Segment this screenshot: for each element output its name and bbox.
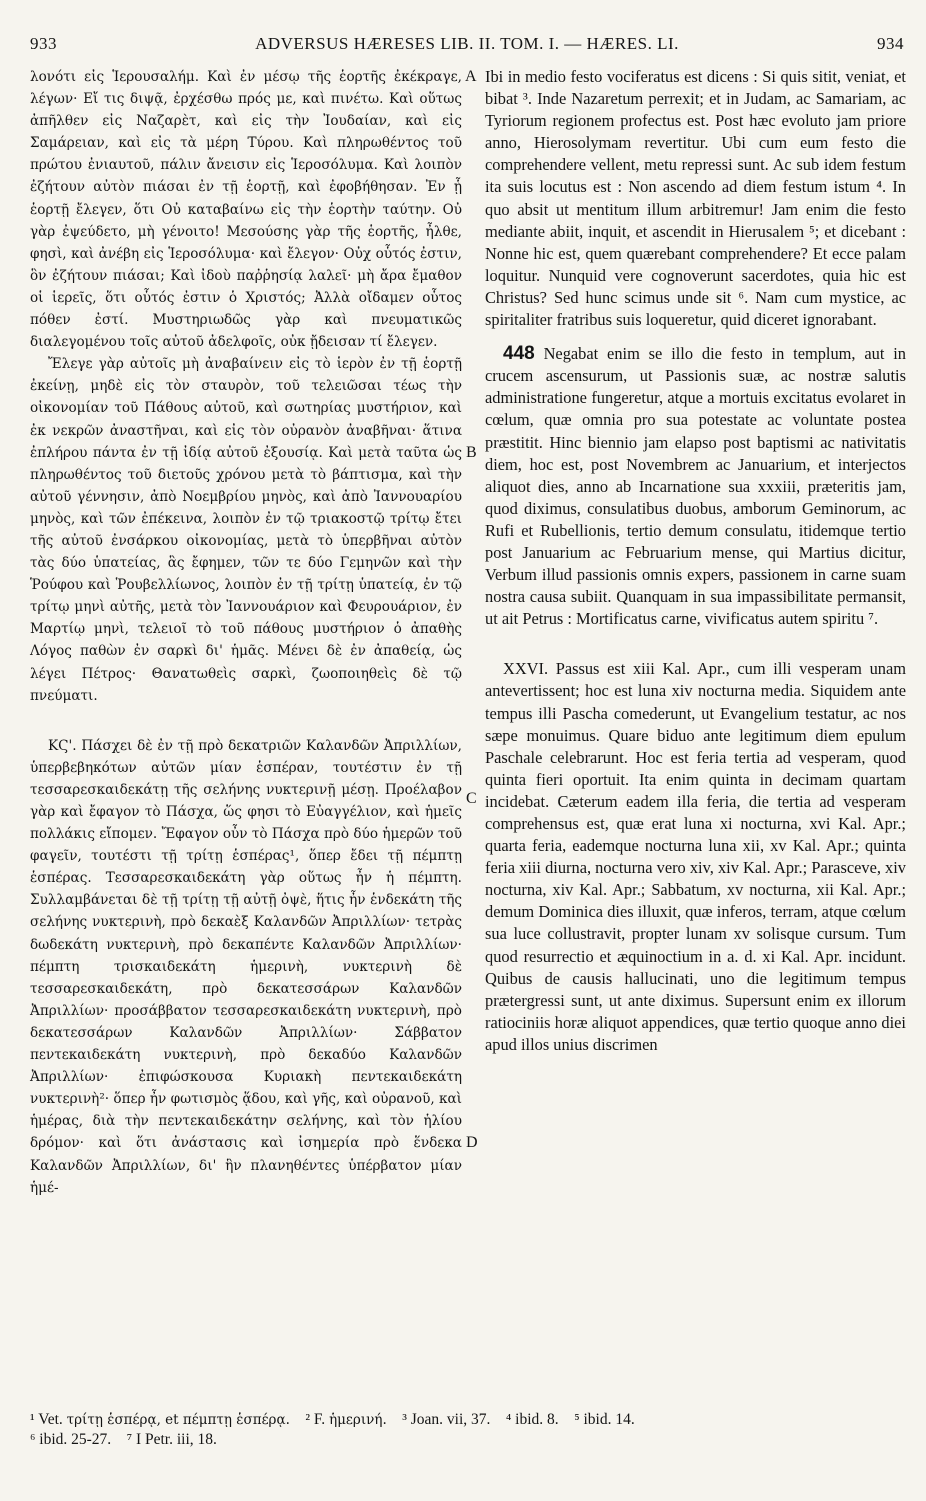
greek-paragraph-3: ΚϚ'. Πάσχει δὲ ἐν τῇ πρὸ δεκατριῶν Καλανδῶν Ἀπριλλίων, ὑπερβεβηκότων αὐτῶν μίαν ἑσπέραν, τουτέστιν ἐν τῇ τεσσαρεσκαιδεκάτῃ τῆς σελήνης νυκτερινῇ μέσῃ. Προέλαβον γὰρ καὶ ἔφαγον τὸ Πάσχα, ὥς φησι τὸ Εὐαγγέλιον, καὶ ἡμεῖς πολλάκις εἴπομεν. Ἔφαγον οὖν τὸ Πάσχα πρὸ δύο ἡμερῶν τοῦ φαγεῖν, τουτέστι τῇ τρίτῃ ἑσπέρας¹, ὅπερ ἔδει τῇ πέμπτῃ ἑσπέρας. Τεσσαρεσκαιδεκάτη γὰρ οὕτως ἦν ἡ πέμπτη. Συλλαμβάνεται δὲ τῇ τρίτῃ τῇ αὐτῇ ὀψὲ, ἥτις ἦν ἑνδεκάτη τῆς σελήνης νυκτερινὴ, πρὸ δεκαὲξ Καλανδῶν Ἀπριλλίων· τετρὰς δωδεκάτη νυκτερινὴ, πρὸ δεκαπέντε Καλανδῶν Ἀπριλλίων· πέμπτη τρισκαιδεκάτη ἡμερινὴ, νυκτερινὴ δὲ τεσσαρεσκαιδεκάτη, πρὸ δεκατεσσάρων Καλανδῶν Ἀπριλλίων· προσάββατον τεσσαρεσκαιδεκάτη νυκτερινὴ, πρὸ δεκατεσσάρων Καλανδῶν Ἀπριλλίων· Σάββατον πεντεκαιδεκάτη νυκτερινὴ, πρὸ δεκαδύο Καλανδῶν Ἀπριλλίων· ἐπιφώσκουσα Κυριακὴ πεντεκαιδεκάτη νυκτερινὴ²· ὅπερ ἦν φωτισμὸς ᾅδου, καὶ γῆς, καὶ οὐρανοῦ, καὶ ἡμέρας, διὰ τὴν πεντεκαιδεκάτην σελήνης, καὶ τὸν ἡλίου δρόμον· καὶ ὅτι ἀνάστασις καὶ ἰσημερία πρὸ ἕνδεκα Καλανδῶν Ἀπριλλίων, δι' ἣν πλανηθέντες ὑπέρβατον μίαν ἡμέ- <box>30 737 463 1196</box>
running-header <box>30 34 904 58</box>
footnote-2-label: ² F. <box>305 1411 326 1428</box>
footnote-6: ⁶ ibid. 25-27. <box>30 1431 112 1448</box>
page-number-right: 934 <box>877 34 904 53</box>
footnote-4: ⁴ ibid. 8. <box>505 1411 559 1428</box>
greek-column <box>30 66 462 1199</box>
latin-paragraph-2: Negabat enim se illo die festo in templum, aut in crucem ascensurum, ut Passionis suæ, ac nostræ salutis administratione fungeretur, atque a mortuis excitatus evolaret in cœlum, quæ omnia pro sua potestate ac voluntate postea præstitit. Hinc biennio jam elapso post baptismi ac nativitatis diem, hoc est, post Novembrem ac Januarium, et interjectos aliquot dies, anno ab Incarnatione sua xxxiii, præteritis jam, quod diximus, consulatibus duobus, amborum Geminorum, ac Rufi et Rubellionis, tertio demum consulatu, itidemque tertio post Januarium ac Februarium mense, qui Martius dicitur, Verbum illud passionis omnis expers, passionem in carne suam nostra causa subiit. Quanquam in sua impassibilitate permansit, ut ait Petrus : Mortificatus carne, vivificatus autem spiritu ⁷. <box>485 344 907 629</box>
page-number-left: 933 <box>30 34 57 53</box>
latin-paragraph-1: Ibi in medio festo vociferatus est dicens : Si quis sitit, veniat, et bibat ³. Inde Nazaretum perrexit; et in Judam, ac Samariam, ac Tyriorum regionem profectus est. Post hæc evoluto jam priore anno, Hierosolymam revertitur. Ubi cum eum festo die comprehendere vellent, metu repressi sunt. Ac sub idem festum ita suis locutus est : Non ascendo ad diem festum istum ⁴. In quo absit ut mentitum illum arbitremur! Jam enim die festo mediante abiit, inquit, et ascendit in Hierusalem ⁵; et dicebant : Nonne hic est, quem quærebant comprehendere? Et ecce palam loquitur. Nunquid vere cognoverunt sacerdotes, quia hic est Christus? Sed hunc scimus unde sit ⁶. Nam cum mystice, ac spiritaliter fratribus suis loqueretur, quid diceret ignorabant. <box>485 67 906 330</box>
footnote-7: ⁷ I Petr. iii, 18. <box>126 1431 217 1448</box>
greek-paragraph-1: λονότι εἰς Ἱερουσαλήμ. Καὶ ἐν μέσῳ τῆς ἑορτῆς ἐκέκραγε, λέγων· Εἴ τις διψᾷ, ἐρχέσθω πρός με, καὶ πινέτω. Καὶ οὕτως ἀπῆλθεν εἰς Ναζαρὲτ, καὶ εἰς τὴν Ἰουδαίαν, καὶ εἰς Σαμάρειαν, καὶ εἰς τὰ μέρη Τύρου. Καὶ πληρωθέντος τοῦ πρώτου ἐνιαυτοῦ, πάλιν ἄνεισιν εἰς Ἱεροσόλυμα. Καὶ λοιπὸν ἐζήτουν αὐτὸν πιάσαι ἐν τῇ ἑορτῇ, καὶ ἐφοβήθησαν. Ἐν ᾗ ἑορτῇ ἔλεγεν, ὅτι Οὐ καταβαίνω εἰς τὴν ἑορτὴν ταύτην. Οὐ γὰρ ἐψεύδετο, μὴ γένοιτο! Μεσούσης γὰρ τῆς ἑορτῆς, ἦλθε, φησὶ, καὶ ἀνέβη εἰς Ἱεροσόλυμα· καὶ ἔλεγον· Οὐχ οὗτός ἐστιν, ὃν ἐζήτουν πιάσαι; Καὶ ἰδοὺ παῤῥησίᾳ λαλεῖ· μὴ ἄρα ἔμαθον οἱ ἱερεῖς, ὅτι οὗτός ἐστιν ὁ Χριστός; Ἀλλὰ οἴδαμεν οὗτος πόθεν ἐστί. Μυστηριωδῶς γὰρ καὶ πνευματικῶς διαλεγομένου τοῖς αὐτοῦ ἀδελφοῖς, οὐκ ᾔδεισαν τί ἔλεγεν. <box>30 69 462 351</box>
latin-column <box>485 66 906 1056</box>
footnote-1-greek: τρίτῃ ἑσπέρᾳ, et πέμπτῃ ἑσπέρᾳ. <box>66 1412 290 1428</box>
margin-marker-c: C <box>466 790 477 807</box>
margin-marker-b: B <box>466 444 477 461</box>
greek-paragraph-2: Ἔλεγε γὰρ αὐτοῖς μὴ ἀναβαίνειν εἰς τὸ ἱερὸν ἐν τῇ ἑορτῇ ἐκείνῃ, μηδὲ εἰς τὸν σταυρὸν, τοῦ τελειῶσαι τέως τὴν οἰκονομίαν τοῦ Πάθους αὐτοῦ, καὶ σωτηρίας μυστήριον, καὶ ἐκ νεκρῶν ἀναστῆναι, καὶ εἰς τὸν οὐρανὸν ἀναβῆναι· ἅτινα ἐπλήρου πάντα ἐν τῇ ἰδίᾳ αὐτοῦ ἐξουσίᾳ. Καὶ μετὰ ταῦτα ὡς πληρωθέντος τοῦ διετοῦς χρόνου μετὰ τὸ βάπτισμα, καὶ τὴν αὐτοῦ γέννησιν, ἀπὸ Νοεμβρίου μηνὸς, καὶ ἀπὸ Ἰαννουαρίου μηνὸς, καὶ τῶν ἐπέκεινα, λοιπὸν ἐν τῷ τριακοστῷ τρίτῳ ἔτει τῆς αὐτοῦ ἐνσάρκου οἰκονομίας, μετὰ τὸ ὑπερβῆναι αὐτὸν τὰς δύο ὑπατείας, ἃς ἔφημεν, τῶν τε δύο Γεμηνῶν καὶ τὴν Ῥούφου καὶ Ῥουβελλίωνος, λοιπὸν ἐν τῇ τρίτῃ ὑπατείᾳ, ἐν τῷ τρίτῳ μηνὶ αὐτῆς, μετὰ τὸν Ἰαννουάριον καὶ Φευρουάριον, ἐν Μαρτίῳ μηνὶ, τελειοῖ τὸ τοῦ πάθους μυστήριον ὁ ἀπαθὴς Λόγος παθὼν ἐν σαρκὶ δι' ἡμᾶς. Μένει δὲ ἐν ἀπαθείᾳ, ὡς λέγει Πέτρος· Θανατωθεὶς σαρκὶ, ζωοποιηθεὶς δὲ τῷ πνεύματι. <box>30 356 462 704</box>
footnote-3: ³ Joan. vii, 37. <box>402 1411 491 1428</box>
margin-marker-a: A <box>465 68 477 85</box>
section-number: 448 <box>503 343 535 365</box>
margin-marker-d: D <box>466 1134 478 1151</box>
latin-paragraph-3: XXVI. Passus est xiii Kal. Apr., cum illi vesperam unam antevertissent; hoc est luna xiv nocturna media. Siquidem ante tempus illi Pascha comederunt, ut Evangelium testatur, ac nos sæpe monuimus. Quare biduo ante legitimum diem epulum Paschale celebrarunt. Hoc est feria tertia ad vesperam, quod quinta fieri oportuit. Ita enim quinta in decimam quartam incidebat. Cæterum eadem illa feria, die tertia ad vesperam comprehensus est, quæ erat luna xi nocturna, xvi Kal. Apr.; quarta feria, eademque nocturna luna xii, xv Kal. Apr.; quinta feria xiii diurna, nocturna vero xiv, xiv Kal. Apr.; Parasceve, xiv nocturna, xiv Kal. Apr.; Sabbatum, xv nocturna, xii Kal. Apr.; demum Dominica dies illuxit, quæ inferos, terram, atque cœlum sua luce collustravit, propter lunam xv solisque cursum. Tum quod resurrectio et æquinoctium in a. d. xi Kal. Apr. incidunt. Quibus de causis hallucinati, uno die legitimum tempus prætergressi sunt, ut ante diximus. Supersunt enim ex illorum ratiociniis horæ aliquot appendices, quæ tertio quoque anno diei apud illos unius discrimen <box>485 659 906 1054</box>
footnote-5: ⁵ ibid. 14. <box>574 1411 635 1428</box>
footnote-2-greek: ἡμερινή. <box>329 1412 387 1428</box>
footnotes <box>30 1410 904 1449</box>
footnote-1-label: ¹ Vet. <box>30 1411 63 1428</box>
running-title: ADVERSUS HÆRESES LIB. II. TOM. I. — HÆRES. LI. <box>255 34 679 53</box>
